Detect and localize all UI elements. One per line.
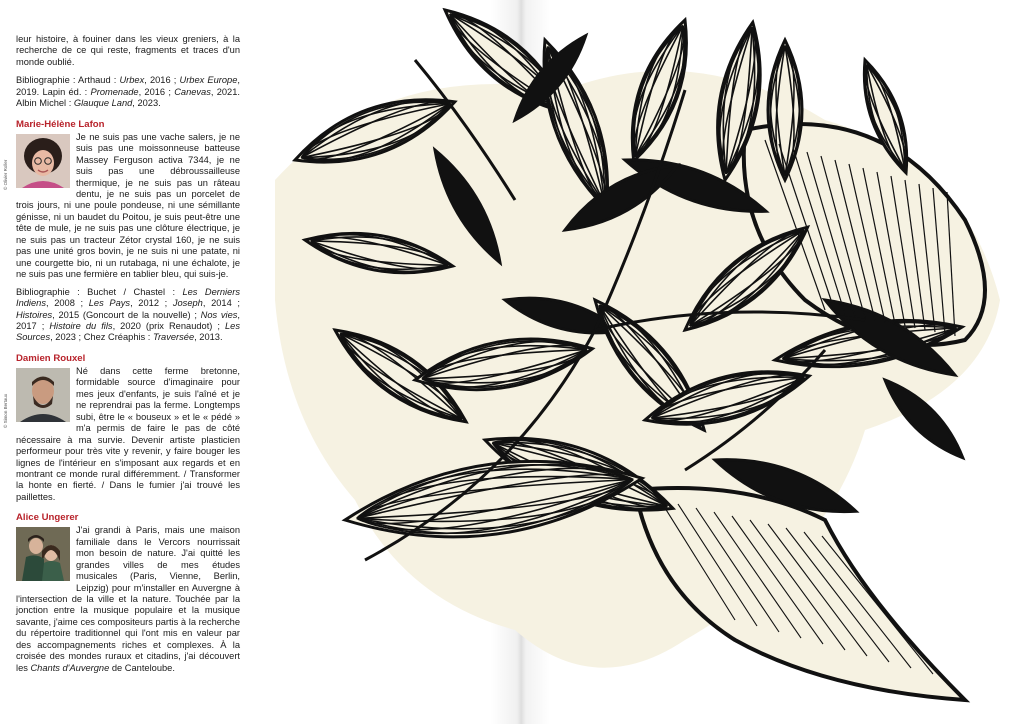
author-bio: Né dans cette ferme bretonne, formidable source d'imaginaire pour mes jeux d'enfants, je suis l'aîné et je ne reprendrai pas la ferme. Longtemps subi, être le « bouseux » et le « pédé » m'a permis de faire le pas de côté nécessaire à ma survie. Devenir artiste plasticien performeur pour très vite y revenir, y faire bouger les lignes de l'intérieur en s'imposant aux regards et en montrant ce monde rural différemment. / Transformer la honte en fierté. / Dans le fumier j'ai trouvé les paillettes. [16,365,240,502]
author-entry [16,525,240,674]
leaves-illustration-icon [265,0,1023,724]
text-column [16,34,240,674]
author-bio: J'ai grandi à Paris, mais une maison familiale dans le Vercors nourrissait mon besoin de nature. J'ai quitté les grandes villes de mes études musicales (Paris, Vienne, Berlin, Leipzig) pour m'installer en Auvergne à l'intersection de la ville et la nature. Touchée par la jonction entre la musique populaire et la musique savante, j'aime ces compositeurs partis à la recherche du répertoire traditionnel qui l'ont mis en valeur par des accompagnements riches et complexes. À la croisée des mondes ruraux et citadins, j'ai découvert les Chants d'Auvergne de Canteloube. [16,525,240,673]
photo-credit: © Olivier Roller [3,159,8,190]
author-photo [16,368,70,422]
author-photo [16,134,70,188]
intro-text: leur histoire, à fouiner dans les vieux greniers, à la recherche de ce qui reste, fragments et traces d'un monde oublié. [16,34,240,67]
author-name: Alice Ungerer [16,512,79,524]
botanical-illustration [265,0,1023,724]
author-bio: Je ne suis pas une vache salers, je ne suis pas une moissonneuse batteuse Massey Ferguson activa 7344, je ne suis pas une débroussailleuse thermique, je ne suis pas un râteau dentu, je ne suis pas un porcelet de trois jours, ni une poule pondeuse, ni une sémillante génisse, ni un baudet du Poitou, je suis peut-être une tête de mule, je ne suis pas une clôture électrique, je ne suis pas un tracteur Zétor crystal 160, je ne suis pas une unité gros bovin, je ne suis ni une patate, ni une courgette bio, ni un rutabaga, ni une échalote, je ne suis pas une fermière en tablier bleu, qui suis-je. [16,131,240,280]
author-entry [16,366,240,503]
author-name: Marie-Hélène Lafon [16,118,105,130]
author-photo [16,527,70,581]
intro-bibliography: Bibliographie : Arthaud : Urbex, 2016 ; Urbex Europe, 2019. Lapin éd. : Promenade, 2016 ; Canevas, 2021. Albin Michel : Glauque Land, 2023. [16,75,240,109]
author-bibliography: Bibliographie : Buchet / Chastel : Les Derniers Indiens, 2008 ; Les Pays, 2012 ; Joseph, 2014 ; Histoires, 2015 (Goncourt de la nouvelle) ; Nos vies, 2017 ; Histoire du fils, 2020 (prix Renaudot) ; Les Sources, 2023 ; Chez Créaphis : Traversée, 2013. [16,286,241,343]
author-name: Damien Rouxel [16,352,86,364]
photo-credit: © Simon Bertaux [3,393,8,428]
author-entry [16,132,240,344]
